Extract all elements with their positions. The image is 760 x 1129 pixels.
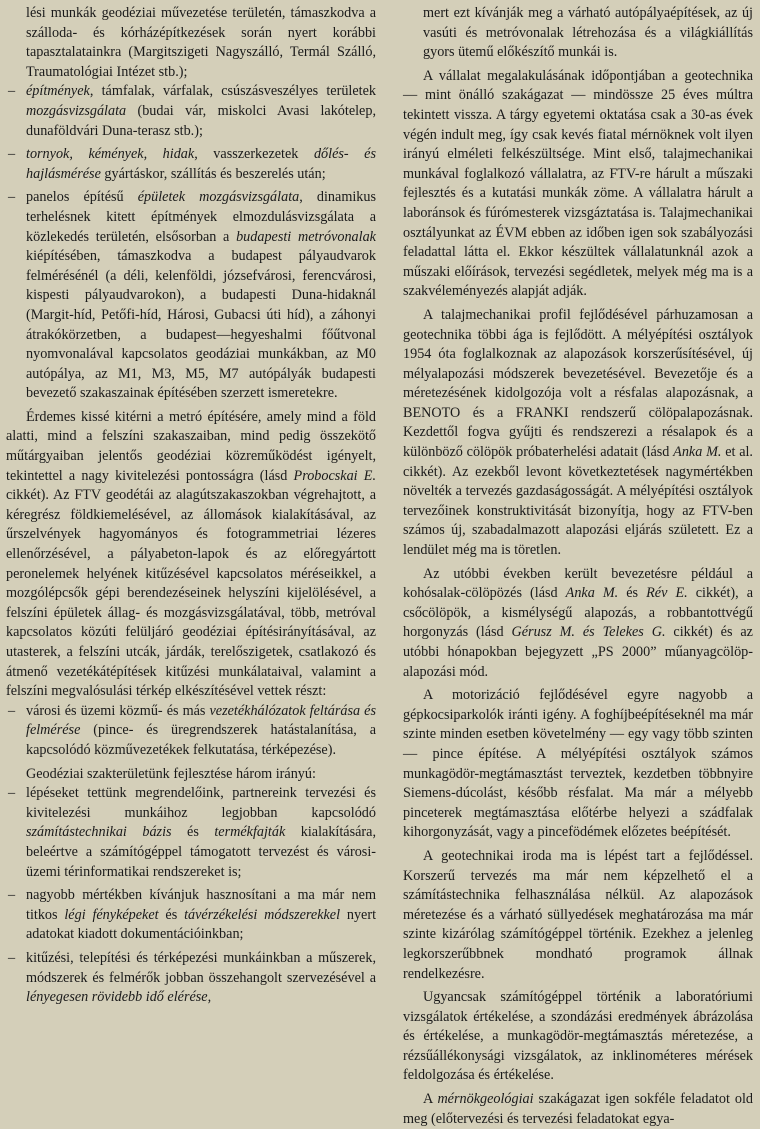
text-run: és (618, 585, 647, 602)
paragraph (403, 306, 753, 561)
italic-text: épületek mozgásvizsgálata (137, 189, 300, 206)
text-run: városi és üzemi közmű- és más (26, 702, 210, 719)
dash-bullet: – (8, 189, 16, 206)
paragraph (403, 1090, 753, 1129)
text-run: (pince- és üregrendszerek hatástalanítása, a kapcsolódó közművezetékek felkutatása, térképezése). (26, 722, 376, 758)
paragraph (403, 847, 753, 984)
bullet-list-3 (6, 784, 376, 1008)
text-run: cikkét). Az FTV geodétái az alagútszakaszokban végrehajtott, a kéregrész földkiemelésével, az állomások kialakításával, az űrszelvények hagyományos és fotogrammetriai lézeres ellenőrzésével, a pályabeton-lapok és az előregyártott peronelemek helyének kitűzésével kapcsolatos méréseikkel, a mozgólépcsők gépi berendezéseinek helyszíni kijelölésével, a felszíni épületek állag- és mozgásvizsgálatával, több, metróval kapcsolatos közúti felüljáró geodéziai építésirányításával, az utasterek, a felszíni utcák, járdák, terelőszigetek, csatlakozó és átmenő vezetékátépítések kitűzési munkálataival, valamint a felszíni megvalósulási térkép elkészítésével vettek részt: (6, 487, 376, 700)
dash-bullet: – (8, 146, 16, 163)
text-run: cikkét) és az utóbbi hónapokban bejegyzett „PS 2000” műanyagcölöp-alapozási mód. (403, 624, 753, 680)
text-run: , támfalak, várfalak, csúszásveszélyes területek (89, 83, 376, 100)
text-run: A (423, 1091, 438, 1108)
text-run: Érdemes kissé kitérni a metró építésére, amely mind a föld alatti, mind a felszíni szakaszaiban, mind pedig összekötő műtárgyaiban jelentős geodéziai közreműködést igényelt, tekintettel a nagy kivitelezési pontosságra (lásd (6, 408, 376, 484)
text-run: és (171, 824, 215, 841)
text-run: kitűzési, telepítési és térképezési munkáinkban a műszerek, módszerek és felmérők jobban összehangolt szervezésével a (26, 949, 376, 986)
text-run: és (158, 906, 185, 923)
italic-text: mozgásvizsgálata (26, 102, 127, 119)
list-item (6, 188, 376, 404)
text-run: Ugyancsak számítógéppel történik a laboratóriumi vizsgálatok értékelése, a szondázási eredmények ábrázolása és értékelése, a munkagödör-megtámasztás méretezése, a rézsűállékonysági vizsgálatok, az inklinométeres mérések feldolgozása és értékelése. (403, 989, 753, 1084)
paragraph-geodesy: Geodéziai szakterületünk fejlesztése három irányú: (26, 765, 316, 782)
paragraph (403, 565, 753, 683)
text-run: panelos építésű (26, 189, 138, 206)
text-run: , dinamikus terhelésnek kitett építmények elmozdulásvizsgálata a közlekedés területén, elsősorban a (26, 189, 376, 245)
italic-text: légi fényképeket (64, 906, 159, 923)
list-item (6, 145, 376, 184)
text-run: gyártáskor, szállítás és beszerelés után; (100, 165, 326, 182)
dash-bullet: – (8, 83, 16, 100)
italic-text: lényegesen rövidebb idő elérése, (26, 989, 212, 1006)
italic-text: Probocskai E. (293, 467, 376, 484)
paragraph (403, 988, 753, 1086)
list-item (6, 82, 376, 141)
italic-text: dőlés- és hajlásmérése (26, 146, 377, 182)
dash-bullet: – (8, 785, 16, 802)
italic-text: számítástechnikai bázis (26, 824, 172, 841)
left-column (6, 4, 376, 1008)
right-paragraphs (403, 67, 753, 1129)
continued-paragraph-right: mert ezt kívánják meg a várható autópályaépítések, az új vasúti és metróvonalak létrehozása és a világkiállítás gyors ütemű előkészítő munkái is. (423, 5, 753, 61)
list-item (6, 949, 376, 1008)
italic-text: Rév E. (646, 585, 688, 602)
text-run: Az utóbbi években került bevezetésre például a kohósalak-cölöpözés (lásd (403, 565, 753, 602)
right-column (403, 4, 753, 1129)
text-run: , vasszerkezetek (194, 146, 314, 163)
italic-text: vezetékhálózatok feltárása és felmérése (26, 702, 376, 739)
text-run: kialakítására, beleértve a számítógéppel támogatott tervezést és városi-üzemi térinformatikai rendszereket is; (26, 824, 376, 880)
text-run: szakágazat igen sokféle feladatot old meg (előtervezési és tervezési feladatokat egya- (403, 1091, 753, 1127)
italic-text: tornyok, kémények, hidak (26, 146, 195, 163)
list-item (6, 702, 376, 761)
italic-text: távérzékelési módszerekkel (184, 906, 341, 923)
list-item (6, 886, 376, 945)
text-run: A motorizáció fejlődésével egyre nagyobb a gépkocsiparkolók iránti igény. A foghíjbeépítéseknél ma már szinte minden esetben követelmény — egy vagy több szinten — pince építése. A mélyépítési osztályok számos munkagödör-megtámasztást terveztek, kezdetben többnyire Siemens-dúcolást, később résfalat. Ma már a mélyebb pinceterek megtámasztása előtérbe helyezi a szádfalak kihorgonyzását, vagy a pincefödémek előzetes beépítését. (403, 687, 753, 841)
italic-text: Anka M. (565, 585, 619, 602)
list-item (6, 784, 376, 882)
italic-text: Anka M. (673, 444, 722, 461)
text-run: nagyobb mértékben kívánjuk hasznosítani a ma már nem titkos (26, 887, 376, 923)
text-run: et al. cikkét). Az ezekből levont következtetések nagymértékben növelték a tervezés gazdaságosságát. A mélyépítési osztályok tervezőinek konstruktivitását bizonyítja, hogy az FTV-ben számos új, szabadalmazott alapozási eljárás született. Ez a lendület még ma is töretlen. (403, 444, 753, 559)
bullet-list-2 (6, 702, 376, 761)
italic-text: budapesti metróvonalak (236, 228, 376, 245)
text-run: nyert adatokat kiadott dokumentációinkban; (26, 906, 377, 943)
dash-bullet: – (8, 949, 16, 966)
text-run: kiépítésében, támaszkodva a budapest pályaudvarok felmérésénél (a déli, kelenföldi, józsefvárosi, ferencvárosi, kispesti pályaudvarokon), a budapesti Duna-hidaknál (Margit-híd, Petőfi-híd, Hárosi, Gubacsi úti híd), a záhonyi átrakókörzetben, a budapest—hegyeshalmi főűtvonal nyomvonalával kapcsolatos geodáziai munkákban, az M0 autópálya, az M1, M3, M5, M7 autópályák budapesti bevezető szakaszainak építésében szerzett ismeretekre. (26, 248, 376, 402)
paragraph-metro (6, 408, 376, 702)
italic-text: építmények (26, 83, 90, 100)
paragraph (403, 686, 753, 843)
italic-text: mérnökgeológiai (437, 1091, 534, 1108)
text-run: A talajmechanikai profil fejlődésével párhuzamosan a geotechnika többi ága is fejlődött. A mélyépítési osztályok 1954 óta foglalkoznak az alapozások korszerűsítésével, új mélyalapozási módszerek bevezetésével. Bevezetője és a méretezésének kidolgozója volt a résfalas alapozásnak, a BENOTO és a FRANKI rendszerű cölöpalapozásnak. Kezdettől fogva gyűjti és rendszerezi a résalapok és a különböző cölöpök próbaterhelési adatait (lásd (403, 306, 753, 461)
text-run: cikkét), a csőcölöpök, a kismélységű alapozás, a robbantottvégű horgonyzás (lásd (403, 585, 753, 641)
text-run: A geotechnikai iroda ma is lépést tart a fejlődéssel. Korszerű tervezés ma már nem képzelhető el a számítástechnika felhasználása nélkül. Az alapozások méretezése és a várható süllyedések meghatározása ma már szinte kizárólag számítógéppel történik. Ezekhez a jelenleg legkorszerűbbnek mondható programok állnak rendelkezésre. (403, 847, 753, 982)
continued-paragraph: lési munkák geodéziai művezetése területén, támaszkodva a szálloda- és kórházépítkezések során nyert korábbi tapasztalatainkra (Margitszigeti Nagyszálló, Termál Szálló, Traumatológiai Intézet stb.); (26, 5, 376, 80)
bullet-list-1 (6, 82, 376, 404)
paragraph (403, 67, 753, 302)
italic-text: Gérusz M. és Telekes G. (511, 624, 666, 641)
dash-bullet: – (8, 702, 16, 719)
text-run: (budai vár, miskolci Avasi lakótelep, dunaföldvári Duna-terasz stb.); (26, 102, 376, 139)
italic-text: termékfajták (214, 824, 286, 841)
text-run: A vállalat megalakulásának időpontjában a geotechnika — mint önálló szakágazat — mindössze 25 éves múltra tekintett vissza. A tárgy egyetemi oktatása csak a 30-as évek végén indult meg, így csak kevés fiatal mérnöknek volt ilyen irányú elméleti felkészültsége. Mint első, talajmechanikai munkával foglalkozó vállalatra, az FTV-re hárult a műszaki fejlesztés és a kutatási munkák zöme. A vállalatra hárult a laboránsok és fúrómesterek vizsgáztatása is. Talajmechanikai osztályunkat az ÉVM ebben az időben igen sok szabályozási feladattal látta el. Ekkor készültek vállalatunknál azok a műszaki előírások, tervezési segédletek, melyek még ma is a szakvéleményezés alapját adják. (403, 67, 753, 300)
text-run: lépéseket tettünk megrendelőink, partnereink tervezési és kivitelezési munkáihoz legjobban kapcsolódó (26, 785, 376, 821)
dash-bullet: – (8, 887, 16, 904)
